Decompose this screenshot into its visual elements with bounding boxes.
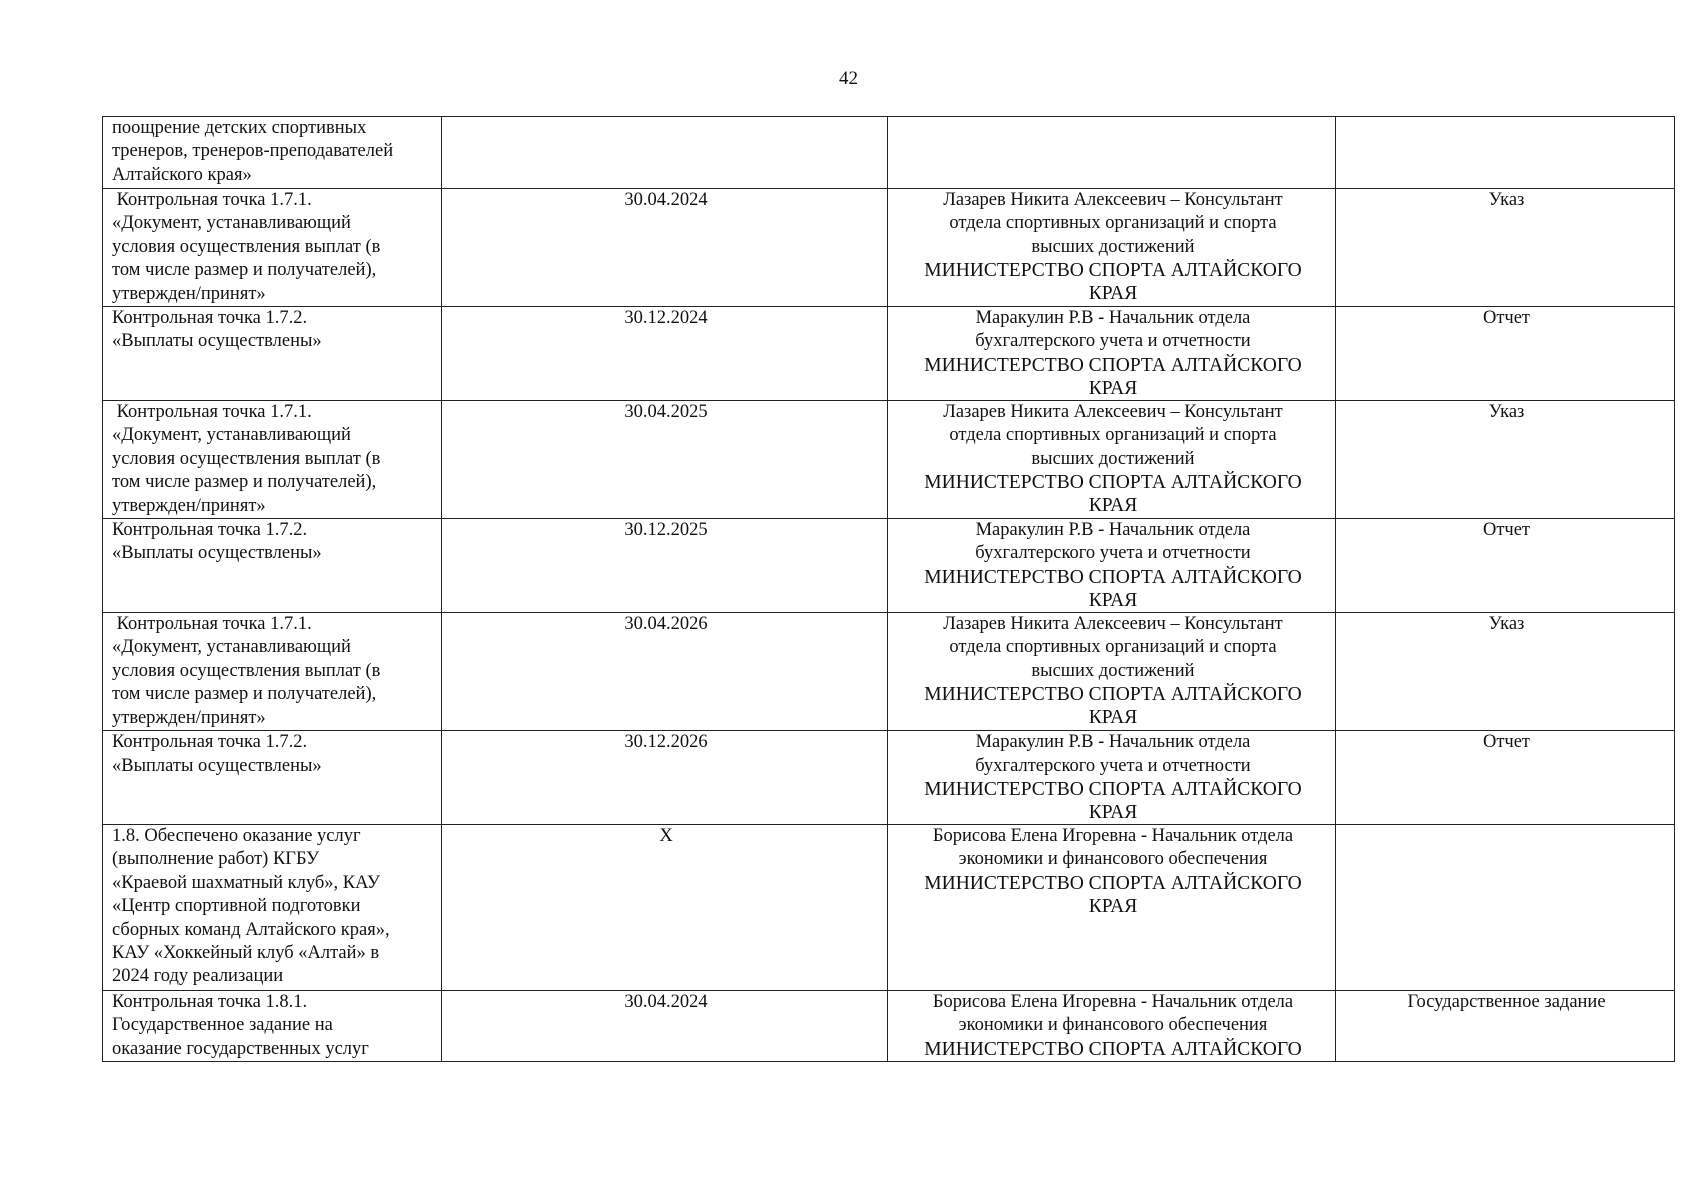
name-line: том числе размер и получателей), <box>112 684 377 705</box>
organization-line: КРАЯ <box>1088 589 1138 611</box>
organization-line: КРАЯ <box>1088 495 1138 517</box>
organization-line: КРАЯ <box>1088 377 1138 399</box>
document-type: Указ <box>1488 614 1525 635</box>
cell-responsible <box>888 307 1336 401</box>
date-text: X <box>659 825 673 846</box>
name-line: (выполнение работ) КГБУ <box>112 849 320 870</box>
document-type: Отчет <box>1482 732 1531 753</box>
cell-responsible <box>888 613 1336 731</box>
table-row <box>103 117 1675 189</box>
responsible-line: Маракулин Р.В - Начальник отдела <box>975 732 1251 753</box>
date-text: 30.04.2026 <box>624 614 708 635</box>
organization-line: МИНИСТЕРСТВО СПОРТА АЛТАЙСКОГО <box>924 354 1302 376</box>
name-line: «Центр спортивной подготовки <box>112 896 361 917</box>
date-text: 30.04.2024 <box>624 190 708 210</box>
table-row <box>103 401 1675 519</box>
cell-date <box>442 519 888 613</box>
date-text: 30.12.2026 <box>624 732 708 753</box>
responsible-line: Борисова Елена Игоревна - Начальник отдела <box>932 991 1294 1012</box>
cell-document <box>1336 307 1675 401</box>
name-line: «Выплаты осуществлены» <box>112 755 322 776</box>
name-line: утвержден/принят» <box>112 707 266 728</box>
table-row <box>103 990 1675 1061</box>
cell-responsible <box>888 189 1336 307</box>
cell-date <box>442 189 888 307</box>
responsible-line: бухгалтерского учета и отчетности <box>975 331 1251 352</box>
name-line: оказание государственных услуг <box>112 1038 369 1059</box>
responsible-line: бухгалтерского учета и отчетности <box>975 755 1251 776</box>
page-number: 42 <box>839 68 858 89</box>
organization-line: МИНИСТЕРСТВО СПОРТА АЛТАЙСКОГО <box>924 778 1302 800</box>
responsible-line: Лазарев Никита Алексеевич – Консультант <box>943 614 1283 635</box>
cell-responsible <box>888 117 1336 189</box>
cell-name <box>103 307 442 401</box>
date-text: 30.12.2025 <box>624 520 708 541</box>
cell-responsible <box>888 519 1336 613</box>
name-line: поощрение детских спортивных <box>112 118 367 138</box>
cell-responsible <box>888 824 1336 990</box>
name-line: «Выплаты осуществлены» <box>112 543 322 564</box>
cell-date <box>442 117 888 189</box>
organization-line: МИНИСТЕРСТВО СПОРТА АЛТАЙСКОГО <box>924 1038 1302 1060</box>
table-body <box>103 117 1675 1062</box>
name-line: «Документ, устанавливающий <box>112 425 351 446</box>
name-line: условия осуществления выплат (в <box>112 660 381 681</box>
name-line: Алтайского края» <box>112 164 252 185</box>
cell-name <box>103 401 442 519</box>
table-row <box>103 731 1675 825</box>
table-row <box>103 613 1675 731</box>
cell-date <box>442 824 888 990</box>
name-line: Контрольная точка 1.7.2. <box>112 732 308 753</box>
name-line: «Краевой шахматный клуб», КАУ <box>112 872 380 893</box>
responsible-line: отдела спортивных организаций и спорта <box>949 637 1277 658</box>
cell-responsible <box>888 731 1336 825</box>
cell-responsible <box>888 990 1336 1061</box>
name-line: тренеров, тренеров-преподавателей <box>112 141 394 162</box>
responsible-line: высших достижений <box>1031 236 1195 257</box>
document-type: Отчет <box>1482 308 1531 329</box>
cell-name <box>103 613 442 731</box>
responsible-line: Лазарев Никита Алексеевич – Консультант <box>943 190 1283 210</box>
responsible-line: бухгалтерского учета и отчетности <box>975 543 1251 564</box>
cell-document <box>1336 613 1675 731</box>
cell-name <box>103 117 442 189</box>
name-line: том числе размер и получателей), <box>112 472 377 493</box>
name-line: Контрольная точка 1.7.1. <box>112 402 312 423</box>
cell-document <box>1336 189 1675 307</box>
name-line: Контрольная точка 1.7.1. <box>112 190 312 210</box>
organization-line: МИНИСТЕРСТВО СПОРТА АЛТАЙСКОГО <box>924 260 1302 282</box>
responsible-line: Маракулин Р.В - Начальник отдела <box>975 308 1251 329</box>
name-line: том числе размер и получателей), <box>112 260 377 281</box>
document-type: Указ <box>1488 190 1525 210</box>
cell-date <box>442 401 888 519</box>
cell-name <box>103 519 442 613</box>
organization-line: МИНИСТЕРСТВО СПОРТА АЛТАЙСКОГО <box>924 472 1302 494</box>
control-points-table <box>102 116 1675 1062</box>
cell-name <box>103 824 442 990</box>
name-line: 2024 году реализации <box>112 966 284 987</box>
date-text: 30.12.2024 <box>624 308 708 329</box>
name-line: 1.8. Обеспечено оказание услуг <box>112 825 361 846</box>
document-type: Указ <box>1488 402 1525 423</box>
responsible-line: высших достижений <box>1031 660 1195 681</box>
cell-document <box>1336 824 1675 990</box>
name-line: условия осуществления выплат (в <box>112 236 381 257</box>
cell-date <box>442 990 888 1061</box>
cell-document <box>1336 731 1675 825</box>
responsible-line: отдела спортивных организаций и спорта <box>949 213 1277 234</box>
cell-date <box>442 307 888 401</box>
cell-document <box>1336 117 1675 189</box>
table-row <box>103 824 1675 990</box>
name-line: Контрольная точка 1.7.2. <box>112 520 308 541</box>
name-line: «Документ, устанавливающий <box>112 637 351 658</box>
document-type: Отчет <box>1482 520 1531 541</box>
cell-name <box>103 189 442 307</box>
table-row <box>103 189 1675 307</box>
cell-date <box>442 731 888 825</box>
responsible-line: Маракулин Р.В - Начальник отдела <box>975 520 1251 541</box>
responsible-line: экономики и финансового обеспечения <box>958 1015 1268 1036</box>
name-line: условия осуществления выплат (в <box>112 448 381 469</box>
organization-line: МИНИСТЕРСТВО СПОРТА АЛТАЙСКОГО <box>924 566 1302 588</box>
cell-document <box>1336 519 1675 613</box>
name-line: «Документ, устанавливающий <box>112 213 351 234</box>
cell-responsible <box>888 401 1336 519</box>
responsible-line: экономики и финансового обеспечения <box>958 849 1268 870</box>
name-line: утвержден/принят» <box>112 495 266 516</box>
name-line: Контрольная точка 1.7.1. <box>112 614 312 635</box>
organization-line: КРАЯ <box>1088 283 1138 305</box>
responsible-line: отдела спортивных организаций и спорта <box>949 425 1277 446</box>
organization-line: МИНИСТЕРСТВО СПОРТА АЛТАЙСКОГО <box>924 872 1302 894</box>
name-line: Государственное задание на <box>112 1015 333 1036</box>
organization-line: КРАЯ <box>1088 801 1138 823</box>
name-line: сборных команд Алтайского края», <box>112 919 390 940</box>
name-line: Контрольная точка 1.8.1. <box>112 991 308 1012</box>
cell-name <box>103 731 442 825</box>
date-text: 30.04.2024 <box>624 991 708 1012</box>
name-line: Контрольная точка 1.7.2. <box>112 308 308 329</box>
name-line: КАУ «Хоккейный клуб «Алтай» в <box>112 942 380 963</box>
organization-line: КРАЯ <box>1088 707 1138 729</box>
cell-date <box>442 613 888 731</box>
table-row <box>103 307 1675 401</box>
responsible-line: Лазарев Никита Алексеевич – Консультант <box>943 402 1283 423</box>
date-text: 30.04.2025 <box>624 402 708 423</box>
cell-document <box>1336 401 1675 519</box>
responsible-line: Борисова Елена Игоревна - Начальник отдела <box>932 825 1294 846</box>
cell-document <box>1336 990 1675 1061</box>
cell-name <box>103 990 442 1061</box>
responsible-line: высших достижений <box>1031 448 1195 469</box>
table-row <box>103 519 1675 613</box>
document-type: Государственное задание <box>1407 991 1606 1012</box>
name-line: утвержден/принят» <box>112 283 266 304</box>
organization-line: КРАЯ <box>1088 895 1138 917</box>
organization-line: МИНИСТЕРСТВО СПОРТА АЛТАЙСКОГО <box>924 684 1302 706</box>
name-line: «Выплаты осуществлены» <box>112 331 322 352</box>
